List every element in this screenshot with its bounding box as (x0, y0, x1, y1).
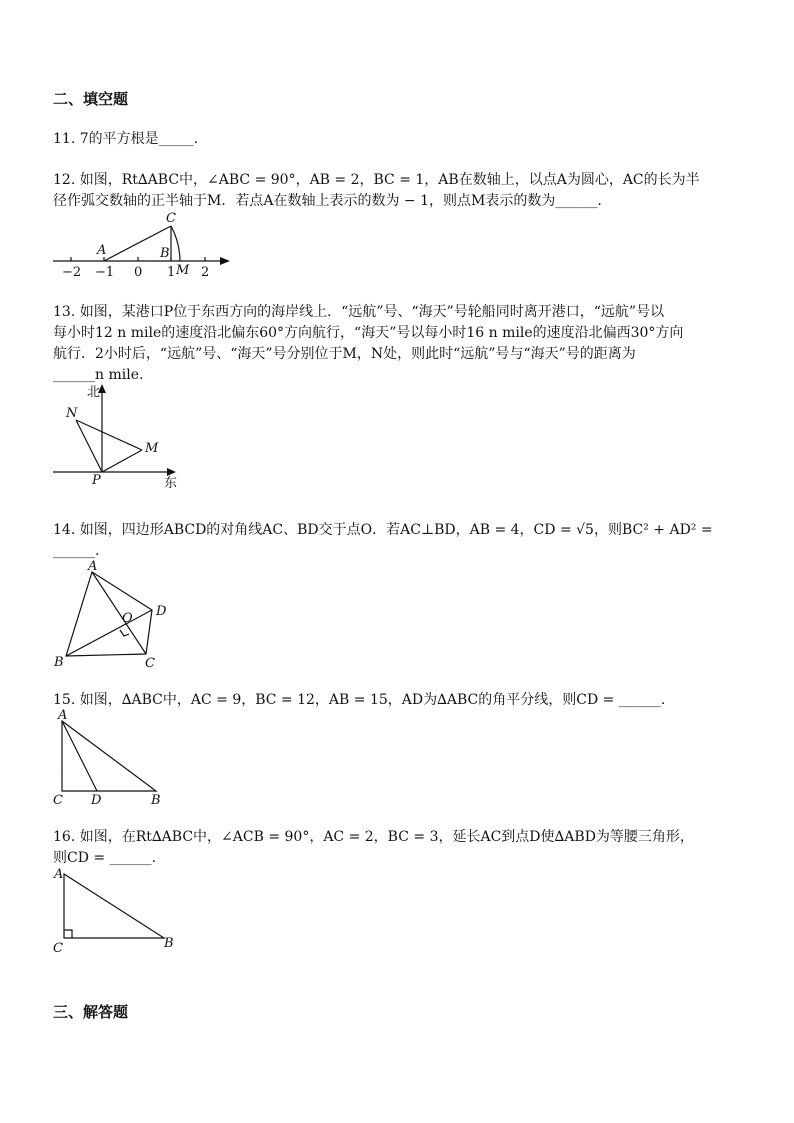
segment-nm (76, 420, 142, 450)
question-11: 11. 7的平方根是_____. (53, 131, 199, 147)
figure-q12-number-line (50, 205, 240, 280)
question-16-line-2: 则CD = ______. (53, 850, 157, 866)
point-label-m: M (145, 441, 159, 456)
tick-label: −1 (95, 265, 115, 280)
point-label-b: B (54, 655, 64, 670)
section-title-answers: 三、解答题 (53, 1003, 129, 1021)
point-label-c: C (53, 941, 63, 956)
north-label: 北 (87, 385, 101, 400)
axis-arrow-icon (220, 257, 230, 265)
question-12-line-1: 12. 如图，Rt∆ABC中，∠ABC = 90°，AB = 2，BC = 1，AB在数轴上，以点A为圆心，AC的长为半 (53, 172, 700, 188)
question-13-line-1: 13. 如图，某港口P位于东西方向的海岸线上．“远航”号、“海天”号轮船同时离开港口，“远航”号以 (53, 304, 665, 320)
right-angle-mark (64, 930, 72, 938)
east-label: 东 (164, 476, 178, 491)
point-label-n: N (66, 406, 78, 421)
point-label-p: P (92, 473, 101, 488)
bisector-ad (62, 721, 97, 791)
segment-pn (76, 420, 102, 472)
diagonal-bd (66, 610, 152, 656)
tick-label: 2 (201, 265, 210, 280)
point-label-a: A (58, 708, 68, 723)
figure-q13-compass (50, 380, 190, 495)
point-label-b: B (151, 793, 161, 808)
point-label-a: A (88, 559, 98, 574)
point-label-d: D (91, 793, 102, 808)
triangle-acb (64, 874, 164, 938)
point-label-a: A (97, 243, 107, 258)
question-13-line-3: 航行．2小时后，“远航”号、“海天”号分别位于M，N处，则此时“远航”号与“海天”号的距离为 (53, 346, 636, 362)
section-title-fill-blank: 二、填空题 (53, 90, 129, 108)
point-label-b: B (164, 936, 174, 951)
figure-q14-quadrilateral (50, 560, 180, 670)
point-label-m: M (176, 263, 190, 278)
diagonal-ac (92, 572, 146, 654)
question-15: 15. 如图，∆ABC中，AC = 9，BC = 12，AB = 15，AD为∆ABC的角平分线，则CD = ______. (53, 692, 666, 708)
triangle-acb (62, 721, 156, 791)
question-13-line-2: 每小时12 n mile的速度沿北偏东60°方向航行，“海天”号以每小时16 n mile的速度沿北偏西30°方向 (53, 325, 684, 341)
point-label-a: A (54, 867, 64, 882)
figure-q15-triangle (50, 705, 180, 810)
point-label-o: O (122, 611, 133, 626)
point-label-c: C (145, 656, 155, 671)
point-label-c: C (166, 211, 176, 226)
tick-label: 0 (134, 265, 143, 280)
tick-label: 1 (167, 265, 176, 280)
question-14-line-2: ______. (53, 543, 100, 559)
point-label-d: D (156, 604, 167, 619)
question-13-line-4: ______n mile. (53, 367, 144, 383)
figure-q16-right-triangle (50, 866, 190, 956)
segment-pm (102, 450, 142, 472)
question-14-line-1: 14. 如图，四边形ABCD的对角线AC、BD交于点O．若AC⊥BD，AB = 4，CD = √5，则BC² + AD² = (53, 522, 713, 538)
point-label-c: C (53, 793, 63, 808)
question-16-line-1: 16. 如图，在Rt∆ABC中，∠ACB = 90°，AC = 2，BC = 3，延长AC到点D使∆ABD为等腰三角形， (53, 829, 694, 845)
question-12-line-2: 径作弧交数轴的正半轴于M．若点A在数轴上表示的数为 − 1，则点M表示的数为______. (53, 193, 602, 209)
point-label-b: B (160, 246, 170, 261)
tick-label: −2 (62, 265, 82, 280)
arc-cm (171, 226, 180, 261)
right-angle-mark (120, 630, 129, 636)
east-arrow-icon (167, 468, 176, 476)
